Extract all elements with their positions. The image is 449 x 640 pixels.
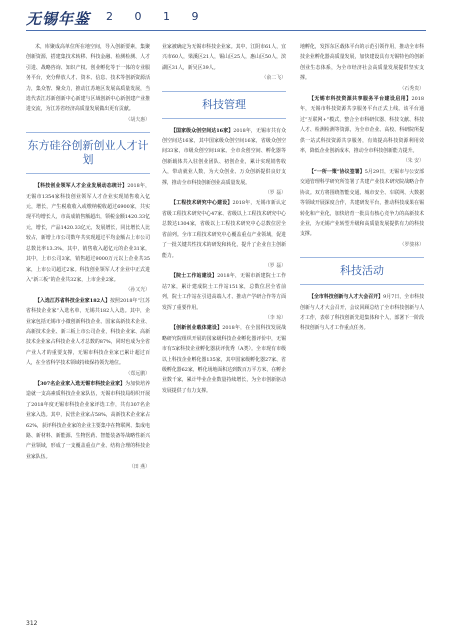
article-heading: 【创新创业载体建设】 [171, 325, 223, 332]
column-2 [162, 42, 286, 396]
article-source: （罗骏林） [399, 241, 424, 248]
article [162, 126, 286, 188]
page-number: 312 [26, 620, 38, 627]
article-source: （郑远鹏） [125, 370, 150, 377]
column-1-intro: 术，库聚成高单位所在地空间，导入创新要素，集聚创新资源，搭建集技术转移、科技金融、检测检测、人才引进、战略咨询、知识产权、创业孵化等于一体的专业服务平台，充分释放人才、资本、信息、技术等创新资源活力，集众智、聚众力，推动江苏地区发展高质量发展，当选代表江苏新创新中心新建与区域创新中心新创建产业推进交流，为江苏省经济高质量发展做出更有贡献。 [26, 44, 150, 113]
article [300, 292, 424, 334]
article-heading: 【无锡市科技资源共享服务平台建设启用】 [309, 96, 412, 103]
article-heading: 【国家级众创空间达16家】 [171, 127, 234, 134]
article [162, 323, 286, 396]
article [162, 271, 286, 313]
article-body: 为加快培养造就一支高素质科技企业家队伍，无锡市科技局组织开展了2018年度无锡市科技企业家评选工作，共有307名企业家入选。其中，民营企业家占58%，高新技术企业家占62%，获评科技企业家的企业主要集中在物联网、集成电路、新材料、新能源、生物医药、智能装备等战略性新兴产业领域，形成了一支覆盖重点产业、结构合理的科技企业家队伍。 [26, 380, 150, 460]
section-title: 科技管理 [202, 97, 246, 111]
article-heading: 【307名企业家入选无锡市科技企业家】 [35, 380, 126, 387]
article-source: （田 燕） [128, 464, 150, 471]
article-body: 2018年，在全国科技发展战略研究院组织开展的国家级科技企业孵化器评价中，无锡市有5家科技企业孵化器获评优秀（A类）。全市现有市级以上科技企业孵化器135家，其中国家级孵化器27家、省级孵化器62家，孵化场地面积达到数百万平方米，在孵企业数千家，累计毕业企业数量持续增长，为全市创新驱动发展提供了有力支撑。 [162, 325, 286, 394]
article-body: 2018年，无锡市科技资源共享服务平台正式上线。该平台通过“互联网+”模式，整合全市科研仪器、科技文献、科技人才、检测检测等资源，为全市企业、高校、科研院所提供一站式科技资源共享服务，有效提高科技资源利用效率，降低企业创新成本，推动全市科技创新能力提升。 [300, 96, 424, 155]
article-source: （孙又光） [125, 287, 150, 294]
section-heading-talent [26, 132, 150, 174]
article-body: 2018年，无锡市1354家科技创业领军人才企业实现销售收入亿元，增长，产生税收收入或缴纳税收超过6900家，共实现平均增长人，市高成销售额超出，领税金额1420.33亿元，增长，产品1420.33亿元，发展增长，同比增长人比较占，新增上市公司数年共实现超过平均金额占上市公司总数比率13.3%，其中，销售收入超亿元的企业31家，其中，上市公司3家，销售超过9000万元以上企业共35家，上市公司超过2家。科技创业领军人才企业中正式进入“新三板”的企业共32家，上市企业2家。 [26, 183, 150, 283]
article-heading: 【入选江苏省科技企业家182人】 [35, 297, 111, 304]
column-2-intro: 业家被确定为无锡市科技企业家。其中，江阴市61人，宜兴市60人，梁溪区21人，锡山区25人，惠山区50人，滨湖区31人，新吴区39人。 [162, 44, 286, 71]
article-heading: 【科技创业领军人才企业发展动态统计】 [35, 183, 128, 190]
article-source: （朱 安） [402, 158, 424, 165]
article-heading: 【工程技术研究中心建设】 [171, 200, 233, 207]
article [26, 181, 150, 285]
article-body: 5月29日，无锡市与公安部交通管理科学研究所签署了共建产业技术研究院战略合作协议。双方将围绕智能交通、城市安全、车联网、大数据等领域开展深度合作，共建研发平台，推动科技成果在锡转化和产业化，加快培育一批具有核心竞争力的高新技术企业，为无锡产业转型升级和高质量发展提供有力的科技支撑。 [300, 168, 424, 238]
article [300, 167, 424, 240]
section-title: 东方硅谷创新创业人才计划 [27, 139, 149, 167]
article-source: （李 琼） [264, 314, 286, 321]
article [26, 296, 150, 369]
article-heading: 【院士工作站建设】 [171, 273, 218, 280]
header-rule [26, 30, 426, 31]
article-body: 2018年，无锡市共有众创空间达16家，其中国家级众创空间16家，省级众创空间33家，市级众创空间18家。全市众创空间、孵化器等创新载体共入驻创业团队、初创企业，累计实现销售收入，带动就业人数，为大众创业、万众创新提供良好支撑，推动全市科技创新创业高质量发展。 [162, 127, 286, 186]
article-source: （罗 磊） [264, 262, 286, 269]
yearbook-year: 2 0 1 9 [106, 10, 208, 23]
yearbook-logo: 无锡年鉴 [26, 10, 91, 28]
article-heading: 【“一所一策”协议签署】 [309, 168, 365, 175]
column-3-intro-source: （石秀贵） [399, 85, 424, 92]
article-source: （罗 磊） [264, 190, 286, 197]
page-header [26, 6, 426, 36]
column-1 [26, 42, 150, 473]
column-3-intro: 地孵化，发挥东区载体平台的示范引领作用，推动全市科技企业孵化器高质量发展，加快建设具有无锡特色的创新创业生态体系，为全市经济社会高质量发展提供坚实支撑。 [300, 44, 424, 82]
article-body: 2018年，无锡市新认定省级工程技术研究中心47家、省级以上工程技术研究中心总数达1304家，省级以上工程技术研究中心总数位居全省前列。全市工程技术研究中心覆盖重点产业领域，促进了一批关键共性技术的研发和转化，提升了企业自主创新能力。 [162, 200, 286, 259]
article-body: 9月7日，全市科技创新与人才大会召开，会议回顾总结了全市科技创新与人才工作，表彰了科技创新先进集体和个人，部署下一阶段科技创新与人才工作重点任务。 [300, 294, 424, 332]
section-title: 科技活动 [340, 264, 384, 278]
article-body: 按照2018年“江苏省科技企业家”入选名单，无锡共182人入选。其中，企业家包括无锡市小微创新科技企业、国家高新技术企业、高新技术企业、新三板上市公司企业，科技企业家、高新技术企业家占科技企业人才总数的87%，同时也成为全省产业人才的重要支撑，无锡市科技企业家已累计超过百人，在全省科学技术领域持续保持领先地位。 [26, 297, 150, 367]
column-3 [300, 42, 424, 334]
article [300, 94, 424, 156]
article-body: 2018年，无锡市新建院士工作站7家，累计建成院士工作站151家，总数位居全省前列，院士工作站在引进高端人才、推动产学研合作等方面发挥了重要作用。 [162, 273, 286, 311]
section-heading-activities [300, 257, 424, 285]
article [162, 198, 286, 260]
section-heading-management [162, 91, 286, 119]
article-heading: 【全市科技创新与人才大会召开】 [309, 294, 384, 301]
article [26, 379, 150, 462]
column-1-intro-source: （胡夫惠） [125, 116, 150, 123]
column-2-intro-source: （俞二飞） [261, 75, 286, 82]
